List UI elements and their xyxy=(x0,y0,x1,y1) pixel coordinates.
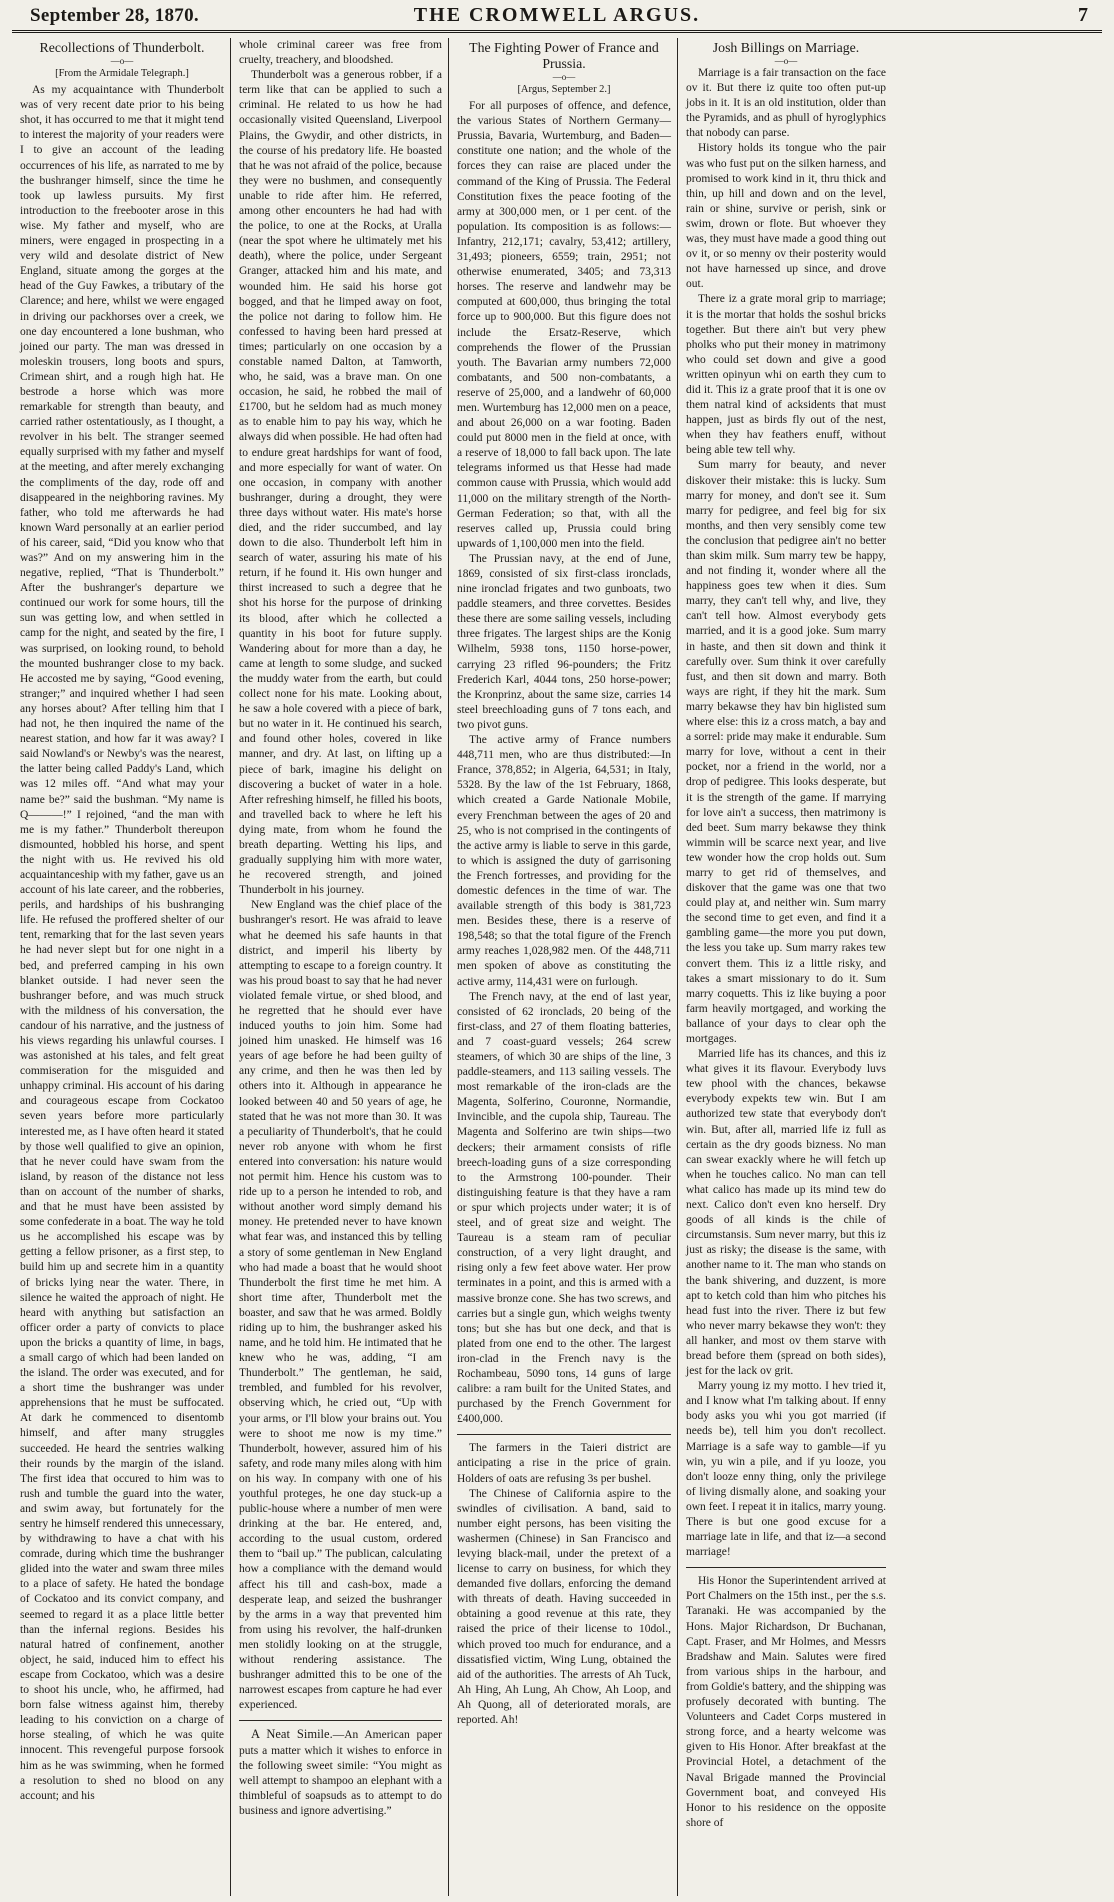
article-title-france-prussia xyxy=(457,40,671,72)
column-1 xyxy=(12,38,231,1896)
simile-paragraph xyxy=(239,1727,442,1819)
article-source: [Argus, September 2.] xyxy=(517,84,611,95)
column-3 xyxy=(449,38,678,1896)
title-line-1: The Fighting Power of France and xyxy=(469,40,659,55)
column-rule xyxy=(239,1720,442,1721)
article-paragraph: Thunderbolt was a generous robber, if a term like that can be applied to such a criminal. He related to us how he had occasionally visited Queensland, Liverpool Plains, the Gwydir, and other districts, in the course of his predatory life. He boasted that he was not afraid of the police, because they were no bushmen, and consequently unable to ride after him. He referred, among other encounters he had had with the police, to one at the Rocks, at Uralla (near the spot where he ultimately met his death), where the police, under Sergeant Granger, attacked him and his mate, and wounded him. He said his horse got bogged, and that he limped away on foot, the police not daring to follow him. He confessed to having been hard pressed at times; particularly on one occasion by a constable named Dalton, at Tamworth, who, he said, was a brave man. On one occasion, he said, he robbed the mail of £1700, but he seldom had as much money as to enable him to pay his way, which he always did when possible. He had often had to endure great hardships for want of food, and more especially for want of water. On one occasion, in company with another bushranger, during a drought, they were three days without water. His mate's horse died, and the rider succumbed, and lay down to die also. Thunderbolt left him in search of water, assuring his mate of his return, if he found it. His own hunger and thirst increased to such a degree that he shot his horse for the purpose of drinking its blood, after which he collected a quantity in his boot for future supply. Wandering about for more than a day, he came at length to some sludge, and sucked the muddy water from the earth, but could collect none for his mate. Looking about, he saw a hole covered with a piece of bark, but no water in it. He continued his search, and found other holes, covered in like manner, and dry. At last, on lifting up a piece of bark, imagine his delight on discovering a bucket of water in a hole. After refreshing himself, he filled his boots, and travelled back to where he left his dying mate, from whom he found the breath departing. Wetting his lips, and gradually supplying him with more water, he recovered strength, and joined Thunderbolt in his journey. xyxy=(239,69,442,897)
article-title-josh-billings: Josh Billings on Marriage. xyxy=(712,40,860,55)
article-paragraph: For all purposes of offence, and defence, the various States of Northern Germany—Prussia, Bavaria, Wurtemburg, and Baden—constitute one nation; and the whole of the forces they can raise are placed under the command of the King of Prussia. The Federal Constitution fixes the peace footing of the army at 300,000 men, or 1 per cent. of the population. Its composition is as follows:—Infantry, 212,171; cavalry, 53,412; artillery, 31,493; pioneers, 6559; train, 2951; not otherwise enumerated, 3405; and 73,313 horses. The reserve and landwehr may be computed at 600,000, thus bringing the total force up to 900,000. But this figure does not include the Ersatz-Reserve, which comprehends the flower of the Prussian youth. The Bavarian army numbers 72,000 combatants, and 500 non-combatants, a reserve of 25,000, and a landwehr of 60,000 men. Wurtemburg has 12,000 men on a peace, and about 26,000 on a war footing. Baden could put 8000 men in the field at once, with a reserve of 18,000 to fall back upon. The late telegrams informed us that Hesse had made common cause with Prussia, which would add 11,000 on the military strength of the North-German Federation; so that, with all the reserves called up, Prussia could bring upwards of 1,100,000 men into the field. xyxy=(457,100,671,550)
simile-text: —An American paper puts a matter which it wishes to enforce in the following sweet simile: “You might as well attempt to shampoo an elephant with a thimbleful of soapsuds as to attempt to do business and ignore advertising.” xyxy=(239,1729,442,1817)
news-item-taieri: The farmers in the Taieri district are anticipating a rise in the price of grain. Holders of oats are refusing 3s per bushel. xyxy=(457,1442,671,1485)
article-paragraph: The French navy, at the end of last year, consisted of 62 ironclads, 20 being of the first-class, and 27 of them floating batteries, and 7 coast-guard vessels; 264 screw steamers, of which 30 are ships of the line, 3 paddle-steamers, and 113 sailing vessels. The most remarkable of the iron-clads are the Magenta, Solferino, Couronne, Normandie, Invincible, and the cupola ship, Taureau. The Magenta and Solferino are twin ships—two deckers; their armament consists of rifle breech-loading guns of a size corresponding to the Armstrong 100-pounder. Their distinguishing feature is that they have a ram or spur which projects under water; it is of steel, and of great size and weight. The Taureau is a steam ram of peculiar construction, of a very light draught, and rising only a few feet above water. Her prow terminates in a point, and this is armed with a massive bronze cone. She has two screws, and carries but a single gun, which weighs twenty tons; but she has but one deck, and that is plated from one end to the other. The largest iron-clad in the French navy is the Rochambeau, 5090 tons, 14 guns of large calibre: a ram built for the United States, and purchased by the French Government for £400,000. xyxy=(457,990,671,1426)
article-paragraph: whole criminal career was free from cruelty, treachery, and bloodshed. xyxy=(239,39,442,67)
article-paragraph: Marriage is a fair transaction on the face ov it. But there iz quite too often put-up jobs in it. It is an old institution, older than the Pyramids, and as phull of hyroglyphics that nobody can parse. xyxy=(686,67,886,140)
article-title-thunderbolt: Recollections of Thunderbolt. xyxy=(39,40,205,55)
page-number: 7 xyxy=(1078,4,1088,26)
article-paragraph: Married life has its chances, and this iz what gives it its flavour. Everybody luvs tew phool with the chances, bekawse everybody expekts tew win. But I am authorized tew state that everybody don't win. But, after all, married life iz full as certain as the dry goods bizness. No man can swear exackly where he will fetch up when he touches calico. No man can tell what calico has made up its mind tew do next. Calico don't even kno herself. Dry goods of all kinds is the chile of circumstansis. Sum never marry, but this iz just as risky; the disease is the same, with another name to it. The man who stands on the bank shivering, and duzzent, is more apt to ketch cold than him who pitches his head fust into the river. There iz but few who never marry bekawse they won't: they all hanker, and most ov them starve with bread before them (spread on both sides), jest for the lack ov grit. xyxy=(686,1048,886,1378)
column-rule xyxy=(686,1567,886,1568)
title-line-2: Prussia. xyxy=(542,56,586,71)
news-item-superintendent: His Honor the Superintendent arrived at Port Chalmers on the 15th inst., per the s.s. Taranaki. He was accompanied by the Hons. Major Richardson, Dr Buchanan, Capt. Fraser, and Mr Holmes, and Messrs Bradshaw and Main. Salutes were fired from various ships in the harbour, and from Goldie's battery, and the shipping was profusely decorated with bunting. The Volunteers and Cadet Corps mustered in strong force, and a hearty welcome was given to His Honor. After breakfast at the Provincial Hotel, a detachment of the Naval Brigade manned the Provincial Government boat, and conveyed His Honor to his residence on the opposite shore of xyxy=(686,1575,886,1829)
article-paragraph: The active army of France numbers 448,711 men, who are thus distributed:—In France, 378,852; in Algeria, 64,531; in Italy, 5328. By the law of the 1st February, 1868, which created a Garde Nationale Mobile, every Frenchman between the ages of 20 and 25, who is not comprised in the contingents of the active army is liable to serve in this garde, to which is assigned the duty of garrisoning the French fortresses, and providing for the domestic defences in the time of war. The available strength of this body is 381,723 men. Besides these, there is a reserve of 198,548; so that the total figure of the French army reaches 1,028,982 men. Of the 448,711 men spoken of above as constituting the active army, 114,431 were on furlough. xyxy=(457,734,671,988)
title-separator: —o— xyxy=(774,56,798,66)
column-2 xyxy=(231,38,449,1896)
article-paragraph: The Prussian navy, at the end of June, 1869, consisted of six first-class ironclads, nine ironclad frigates and two gunboats, two paddle steamers, and three corvettes. Besides these there are some sailing vessels, including three frigates. The largest ships are the Konig Wilhelm, 5938 tons, 1150 horse-power, carrying 23 rifled 96-pounders; the Fritz Frederich Karl, 4044 tons, 250 horse-power; the Kronprinz, about the same size, carries 14 steel breechloading guns of 7 tons each, and two pivot guns. xyxy=(457,552,671,731)
simile-kicker: A Neat Simile. xyxy=(251,1727,333,1742)
article-paragraph: History holds its tongue who the pair was who fust put on the silken harness, and promised to work kind in it, thru thick and thin, up hill and down and on the level, rain or shine, survive or perish, sink or swim, drown or flote. But whoever they was, they must have made a good thing out ov it, or so menny ov their posterity would not have harnessed up since, and drove out. xyxy=(686,142,886,291)
masthead xyxy=(12,0,1102,33)
title-separator: —o— xyxy=(552,72,576,82)
issue-date: September 28, 1870. xyxy=(30,5,199,26)
news-item-chinese: The Chinese of California aspire to the swindles of civilisation. A band, said to number eight persons, has been visiting the washermen (Chinese) in San Francisco and levying black-mail, under the pretext of a license to carry on business, for which they demanded five dollars, enforcing the demand with threats of death. Having succeeded in obtaining a good revenue at this rate, they raised the price of their license to 10dol., which proved too much for endurance, and a dissatisfied victim, Wing Lung, obtained the aid of the authorities. The arrests of Ah Tuck, Ah Hing, Ah Lung, Ah Chow, Ah Loop, and Ah Quong, all of deteriorated morals, are reported. Ah! xyxy=(457,1487,671,1727)
article-paragraph: As my acquaintance with Thunderbolt was of very recent date prior to his being shot, it has occurred to me that it might tend to interest the majority of your readers were I to give an account of the leading occurrences of his life, as narrated to me by the bushranger himself, since the time he took up lawless pursuits. My first introduction to the freebooter arose in this wise. My father and myself, who are miners, were engaged in prospecting in a very wild and desolate district of New England, situate among the gorges at the head of the Guy Fawkes, a tributary of the Clarence; and here, whilst we were engaged in driving our packhorses over a creek, we one day encountered a lone bushman, who joined our party. The man was dressed in moleskin trousers, long boots and spurs, Crimean shirt, and a rough high hat. He bestrode a horse which was more remarkable for strength than beauty, and carried rather ostentatiously, as I thought, a revolver in his belt. The stranger seemed equally surprised with my father and myself at the meeting, and after merely exchanging the compliments of the day, rode off and disappeared in the neighboring ravines. My father, who told me afterwards he had known Ward personally at an earlier period of his career, said, “Did you know who that was?” And on my answering him in the negative, replied, “That is Thunderbolt.” After the bushranger's departure we continued our work for some hours, till the sun was getting low, and when settled in camp for the night, and seated by the fire, I was surprised, on looking round, to behold the mounted bushranger close to my back. He accosted me by saying, “Good evening, stranger;” and inquired whether I had seen any horses about? After telling him that I had not, he then inquired the name of the nearest station, and how far it was away? I said Nowland's or Newby's was the nearest, the latter being called Paddy's Land, which was 12 miles off. “And what may your name be?” said the bushman. “My name is Q———!” I rejoined, “and the man with me is my father.” Thunderbolt thereupon dismounted, hobbled his horse, and spent the night with us. He revived his old acquaintanceship with my father, gave us an account of his late career, and the robberies, perils, and hardships of his bushranging life. He refused the proffered shelter of our tent, remarking that for the last seven years he had never slept but for one night in a bed, and preferred camping in his own blanket outside. I had never seen the bushranger before, and was much struck with the mildness of his conversation, the candour of his narrative, and the justness of his views regarding his unlawful courses. I was astonished at his tales, and felt great commiseration for the misguided and unhappy criminal. His account of his daring and courageous escape from Cockatoo seven years before more particularly interested me, as I have often heard it stated by those well qualified to give an opinion, that he never could have swam from the island, by reason of the distance not less than on account of the number of sharks, and that he must have been assisted by some confederate in a boat. The way he told us he accomplished his escape was by getting a fellow prisoner, as a first step, to build him up and secrete him in a quantity of bricks lying near the water. There, in silence he waited the approach of night. He heard with anything but satisfaction an officer order a party of convicts to place upon the bricks a quantity of lime, in bags, a small cargo of which had been landed on the island. The order was executed, and for a short time the bushranger was under apprehensions that he must be suffocated. At dark he commenced to disentomb himself, and after many struggles succeeded. He heard the sentries walking their rounds by the margin of the island. The first idea that occured to him was to rush and tumble the guard into the water, and swim away, but fortunately for the sentry he himself rendered this unnecessary, by withdrawing to have a chat with his comrade, during which time the bushranger glided into the water and swam three miles to a place of safety. He hated the bondage of Cockatoo and its convict company, and seemed to regard it as a place little better than the infernal regions. Besides his natural hatred of confinement, another object, he said, induced him to effect his escape from Cockatoo, which was a desire to shoot his uncle, who, he affirmed, had born false witness against him, thereby leading to his conviction on a charge of horse stealing, of which he was quite innocent. This revengeful purpose forsook him as he was swimming, when he formed a resolution to shed no blood on any account; and his xyxy=(20,84,224,1802)
article-paragraph: New England was the chief place of the bushranger's resort. He was afraid to leave what he deemed his safe haunts in that district, and imperil his liberty by attempting to escape to a foreign country. It was his proud boast to say that he had never violated female virtue, or shed blood, and he regretted that he should ever have induced youths to join him. Some had joined him unasked. He himself was 16 years of age before he had been guilty of any crime, and then he was then led by others into it. Although in appearance he looked between 40 and 50 years of age, he stated that he was not more than 30. It was a peculiarity of Thunderbolt's, that he could never rob anyone with whom he first entered into conversation: his nature would not permit him. Hence his custom was to ride up to a person he intended to rob, and without another word simply demand his money. He pretended never to have known what fear was, and instanced this by telling a story of some gentleman in New England who had made a boast that he would shoot Thunderbolt the first time he met him. A short time after, Thunderbolt met the boaster, and saw that he was armed. Boldly riding up to him, the bushranger asked his name, and he told him. He intimated that he knew who he was, adding, “I am Thunderbolt.” The gentleman, he said, trembled, and fumbled for his revolver, observing which, he cried out, “Up with your arms, or I'll blow your brains out. You were to shoot me now is my time.” Thunderbolt, however, assured him of his safety, and rode many miles along with him on his way. In company with one of his youthful proteges, he one day stuck-up a public-house where a number of men were drinking at the bar. He entered, and, according to the usual custom, ordered them to “bail up.” The publican, calculating how a compliance with the demand would affect his till and cash-box, made a desperate leap, and seized the bushranger by the arms in a way that prevented him from using his revolver, the half-drunken men stolidly looking on at the struggle, without rendering assistance. The bushranger admitted this to be one of the narrowest escapes from capture he had ever experienced. xyxy=(239,899,442,1712)
article-source: [From the Armidale Telegraph.] xyxy=(55,68,189,79)
column-4 xyxy=(678,38,892,1896)
title-separator: —o— xyxy=(110,56,134,66)
column-rule xyxy=(457,1434,671,1435)
article-paragraph: Marry young iz my motto. I hev tried it, and I know what I'm talking about. If enny body asks you whi you got married (if needs be), tell him you don't recollect. Marriage is a safe way to gamble—if yu win, yu win a pile, and if yu looze, you don't looze enny thing, only the privilege of living dismally alone, and soaking your own feet. I repeat it in italics, marry young. There is but one good excuse for a marriage late in life, and that iz—a second marriage! xyxy=(686,1380,886,1559)
article-paragraph: Sum marry for beauty, and never diskover their mistake: this is lucky. Sum marry for money, and don't see it. Sum marry for pedigree, and feel big for six months, and then very sensibly come tew the conclusion that pedigree ain't no better than skim milk. Sum marry tew be happy, and not finding it, wonder where all the happiness goes tew when it dies. Sum marry, they can't tell why, and live, they can't tell how. Almost everybody gets married, and it is a good joke. Sum marry in haste, and then sit down and think it carefully over. Sum think it over carefully fust, and then sit down and marry. Both ways are right, if they hit the mark. Sum marry bekawse they hav bin higlisted sum where else: this iz a cross match, a bay and a sorrel: pride may make it endurable. Sum marry for love, without a cent in their pocket, nor a friend in the world, nor a drop of pedigree. This looks desperate, but it is the strength of the game. If marrying for love ain't a success, then matrimony is ded beet. Sum marry bekawse they think wimmin will be scarce next year, and live tew wonder how the crop holds out. Sum marry to get rid of themselves, and diskover that the game was one that two could play at, and neither win. Sum marry the second time to get even, and find it a gambling game—the more you put down, the less you take up. Sum marry rakes tew convert them. This iz a little risky, and takes a smart missionary to do it. Sum marry coquetts. This iz like buying a poor farm heavily mortgaged, and working the ballance of your days to clear oph the mortgages. xyxy=(686,459,886,1045)
article-paragraph: There iz a grate moral grip to marriage; it is the mortar that holds the soshul bricks together. But there ain't but very phew pholks who put their money in matrimony who could set down and give a good written opinyun whi on earth they cum to did it. This iz a grate proof that it is one ov them natral kind of acksidents that must happen, just as birds fly out of the nest, when they hav feathers enuff, without being able tew tell why. xyxy=(686,293,886,457)
newspaper-title: THE CROMWELL ARGUS. xyxy=(413,4,701,26)
article-columns xyxy=(12,38,1102,1896)
